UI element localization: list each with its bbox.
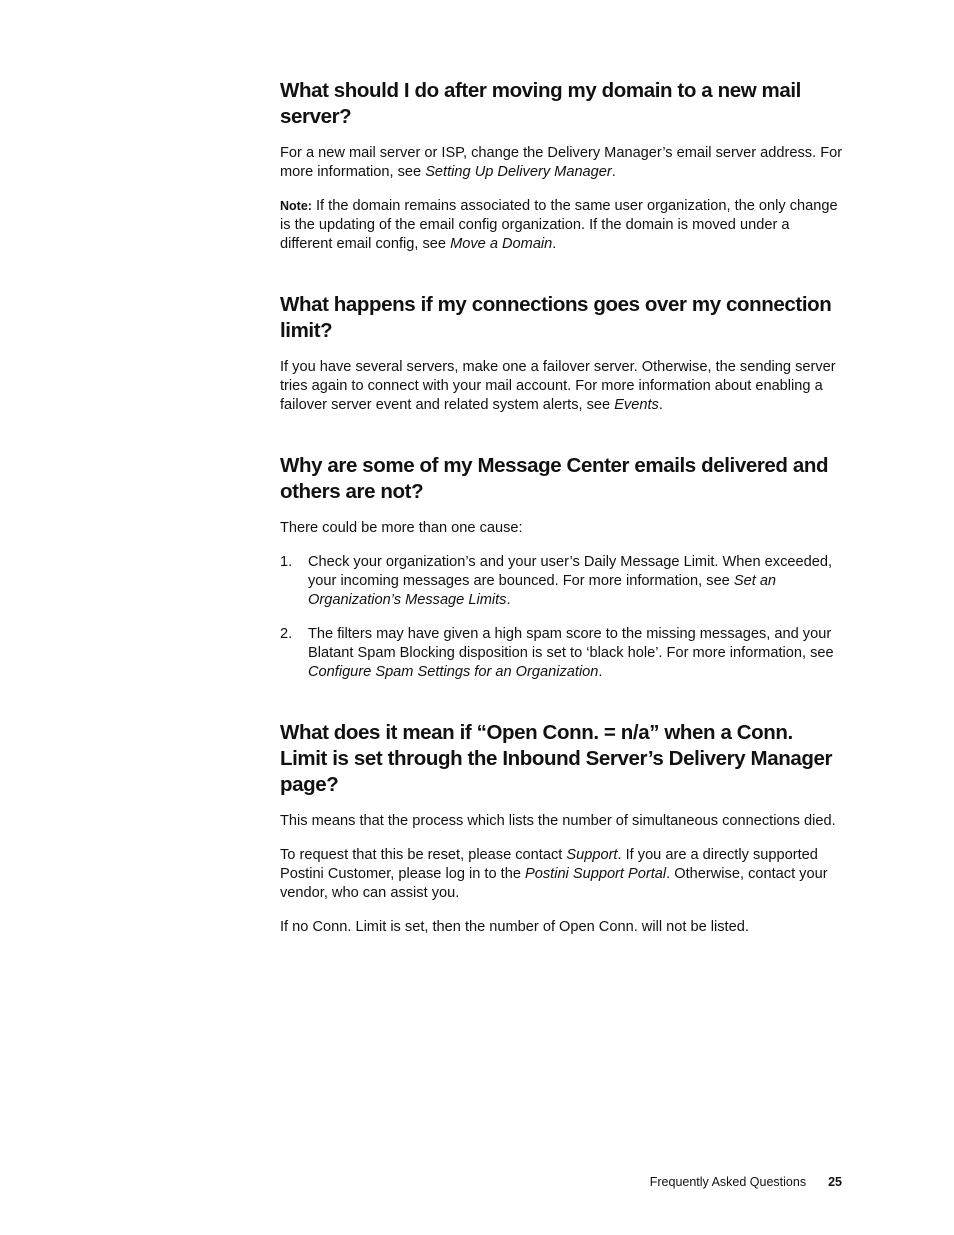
- faq-section-domain-move: [280, 78, 845, 254]
- intro-paragraph: There could be more than one cause:: [280, 520, 523, 536]
- cause-list: [280, 553, 845, 682]
- cross-reference: Support: [566, 847, 618, 863]
- list-number: 1.: [280, 554, 293, 570]
- body-text: . If you are a directly supported Postini Customer, please log in to the: [280, 847, 818, 882]
- list-text: The filters may have given a high spam score to the missing messages, and your Blatant Spam Blocking disposition is set to ‘black hole’. For more information, see: [308, 626, 834, 661]
- punctuation: .: [506, 592, 511, 608]
- page-footer: [650, 1174, 842, 1190]
- cross-reference: Configure Spam Settings for an Organization: [308, 664, 599, 680]
- list-item: [280, 625, 845, 682]
- body-paragraph: [280, 846, 845, 903]
- section-heading: Why are some of my Message Center emails delivered and others are not?: [280, 454, 829, 503]
- faq-section-message-center: [280, 453, 845, 682]
- section-heading: What does it mean if “Open Conn. = n/a” when a Conn. Limit is set through the Inbound Server’s Delivery Manager page?: [280, 721, 833, 796]
- punctuation: .: [552, 236, 557, 252]
- body-paragraph: If no Conn. Limit is set, then the number of Open Conn. will not be listed.: [280, 919, 749, 935]
- list-text: Check your organization’s and your user’s Daily Message Limit. When exceeded, your incoming messages are bounced. For more information, see: [308, 554, 833, 589]
- body-paragraph: [280, 144, 845, 182]
- cross-reference: Postini Support Portal: [525, 866, 667, 882]
- section-heading: What happens if my connections goes over my connection limit?: [280, 293, 832, 342]
- page-number: 25: [828, 1175, 842, 1189]
- note-label: Note:: [280, 199, 312, 213]
- section-heading: What should I do after moving my domain to a new mail server?: [280, 79, 801, 128]
- punctuation: .: [658, 397, 663, 413]
- faq-section-connection-limit: [280, 292, 845, 415]
- punctuation: .: [611, 164, 616, 180]
- body-text: . Otherwise, contact your vendor, who can assist you.: [280, 866, 828, 901]
- body-paragraph: This means that the process which lists the number of simultaneous connections died.: [280, 813, 836, 829]
- cross-reference: Events: [614, 397, 659, 413]
- list-number: 2.: [280, 626, 293, 642]
- body-text: To request that this be reset, please contact: [280, 847, 567, 863]
- list-item: [280, 553, 845, 610]
- body-paragraph: [280, 358, 845, 415]
- punctuation: .: [598, 664, 603, 680]
- note-paragraph: [280, 197, 845, 254]
- body-text: For a new mail server or ISP, change the Delivery Manager’s email server address. For more information, see: [280, 145, 843, 180]
- faq-section-open-conn: [280, 720, 845, 937]
- footer-title: Frequently Asked Questions: [649, 1175, 807, 1189]
- cross-reference: Set an Organization’s Message Limits: [308, 573, 777, 608]
- cross-reference: Move a Domain: [450, 236, 553, 252]
- body-text: If you have several servers, make one a failover server. Otherwise, the sending server tries again to connect with your mail account. For more information about enabling a failover server event and related system alerts, see: [280, 359, 836, 413]
- note-text: If the domain remains associated to the same user organization, the only change is the updating of the email config organization. If the domain is moved under a different email config, see: [280, 198, 838, 252]
- cross-reference: Setting Up Delivery Manager: [425, 164, 612, 180]
- page-content: [280, 78, 845, 952]
